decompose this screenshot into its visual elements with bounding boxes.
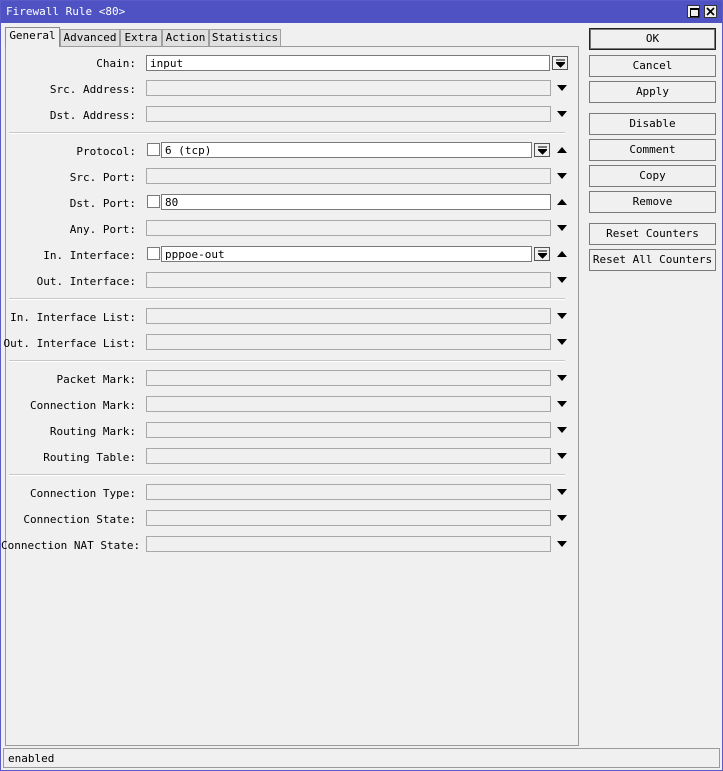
- connection-mark-label: Connection Mark:: [30, 399, 136, 412]
- in-interface-collapse-icon[interactable]: [557, 251, 567, 257]
- protocol-field[interactable]: [161, 142, 532, 158]
- cancel-button[interactable]: Cancel: [589, 55, 716, 77]
- dropdown-icon: [556, 59, 565, 68]
- tab-action[interactable]: Action: [162, 29, 209, 46]
- out-interface-label: Out. Interface:: [36, 275, 136, 288]
- dst-port-field[interactable]: [161, 194, 551, 210]
- dropdown-icon: [538, 146, 547, 155]
- dst-address-label: Dst. Address:: [49, 109, 136, 122]
- connection-mark-field[interactable]: [146, 396, 551, 412]
- connection-nat-state-expand-icon[interactable]: [557, 541, 567, 547]
- section-divider: [9, 132, 565, 134]
- dst-port-collapse-icon[interactable]: [557, 199, 567, 205]
- dst-address-expand-icon[interactable]: [557, 111, 567, 117]
- apply-button[interactable]: Apply: [589, 81, 716, 103]
- window-title: Firewall Rule <80>: [6, 5, 126, 18]
- dst-address-field[interactable]: [146, 106, 551, 122]
- section-divider: [9, 474, 565, 476]
- src-address-field[interactable]: [146, 80, 551, 96]
- section-divider: [9, 360, 565, 362]
- tab-advanced[interactable]: Advanced: [60, 29, 120, 46]
- packet-mark-label: Packet Mark:: [56, 373, 136, 386]
- title-bar[interactable]: [1, 1, 722, 23]
- out-interface-list-label: Out. Interface List:: [3, 337, 136, 350]
- routing-table-field[interactable]: [146, 448, 551, 464]
- routing-mark-label: Routing Mark:: [49, 425, 136, 438]
- comment-button[interactable]: Comment: [589, 139, 716, 161]
- out-interface-field[interactable]: [146, 272, 551, 288]
- status-text: enabled: [8, 752, 55, 765]
- connection-type-expand-icon[interactable]: [557, 489, 567, 495]
- maximize-icon[interactable]: [687, 5, 700, 18]
- chain-label: Chain:: [96, 57, 136, 70]
- routing-table-expand-icon[interactable]: [557, 453, 567, 459]
- protocol-collapse-icon[interactable]: [557, 147, 567, 153]
- out-interface-expand-icon[interactable]: [557, 277, 567, 283]
- src-address-expand-icon[interactable]: [557, 85, 567, 91]
- in-interface-field[interactable]: [161, 246, 532, 262]
- in-interface-list-expand-icon[interactable]: [557, 313, 567, 319]
- chain-dropdown-button[interactable]: [552, 56, 568, 70]
- in-interface-label: In. Interface:: [43, 249, 136, 262]
- reset-counters-button[interactable]: Reset Counters: [589, 223, 716, 245]
- tab-general[interactable]: General: [5, 27, 60, 47]
- chain-field[interactable]: [146, 55, 550, 71]
- tab-extra[interactable]: Extra: [120, 29, 162, 46]
- dropdown-icon: [538, 250, 547, 259]
- connection-state-label: Connection State:: [23, 513, 136, 526]
- status-bar: [3, 748, 720, 768]
- connection-nat-state-label: Connection NAT State:: [1, 539, 141, 552]
- in-interface-list-label: In. Interface List:: [10, 311, 136, 324]
- routing-mark-field[interactable]: [146, 422, 551, 438]
- in-interface-dropdown-button[interactable]: [534, 247, 550, 261]
- routing-mark-expand-icon[interactable]: [557, 427, 567, 433]
- any-port-field[interactable]: [146, 220, 551, 236]
- out-interface-list-expand-icon[interactable]: [557, 339, 567, 345]
- connection-mark-expand-icon[interactable]: [557, 401, 567, 407]
- section-divider: [9, 298, 565, 300]
- src-address-label: Src. Address:: [49, 83, 136, 96]
- any-port-label: Any. Port:: [69, 223, 136, 236]
- connection-type-label: Connection Type:: [30, 487, 136, 500]
- connection-nat-state-field[interactable]: [146, 536, 551, 552]
- tab-statistics[interactable]: Statistics: [209, 29, 281, 46]
- dst-port-label: Dst. Port:: [69, 197, 136, 210]
- packet-mark-expand-icon[interactable]: [557, 375, 567, 381]
- any-port-expand-icon[interactable]: [557, 225, 567, 231]
- chain-value: input: [150, 57, 184, 70]
- protocol-negate-checkbox[interactable]: [147, 143, 160, 156]
- remove-button[interactable]: Remove: [589, 191, 716, 213]
- protocol-label: Protocol:: [76, 145, 136, 158]
- protocol-dropdown-button[interactable]: [534, 143, 550, 157]
- connection-state-field[interactable]: [146, 510, 551, 526]
- src-port-expand-icon[interactable]: [557, 173, 567, 179]
- disable-button[interactable]: Disable: [589, 113, 716, 135]
- out-interface-list-field[interactable]: [146, 334, 551, 350]
- packet-mark-field[interactable]: [146, 370, 551, 386]
- connection-state-expand-icon[interactable]: [557, 515, 567, 521]
- dst-port-value: 80: [165, 196, 179, 209]
- connection-type-field[interactable]: [146, 484, 551, 500]
- protocol-value: 6 (tcp): [165, 144, 212, 157]
- in-interface-list-field[interactable]: [146, 308, 551, 324]
- routing-table-label: Routing Table:: [43, 451, 136, 464]
- in-interface-negate-checkbox[interactable]: [147, 247, 160, 260]
- reset-all-counters-button[interactable]: Reset All Counters: [589, 249, 716, 271]
- src-port-label: Src. Port:: [69, 171, 136, 184]
- in-interface-value: pppoe-out: [165, 248, 225, 261]
- src-port-field[interactable]: [146, 168, 551, 184]
- copy-button[interactable]: Copy: [589, 165, 716, 187]
- dst-port-negate-checkbox[interactable]: [147, 195, 160, 208]
- ok-button[interactable]: OK: [589, 28, 716, 50]
- close-icon[interactable]: [704, 5, 717, 18]
